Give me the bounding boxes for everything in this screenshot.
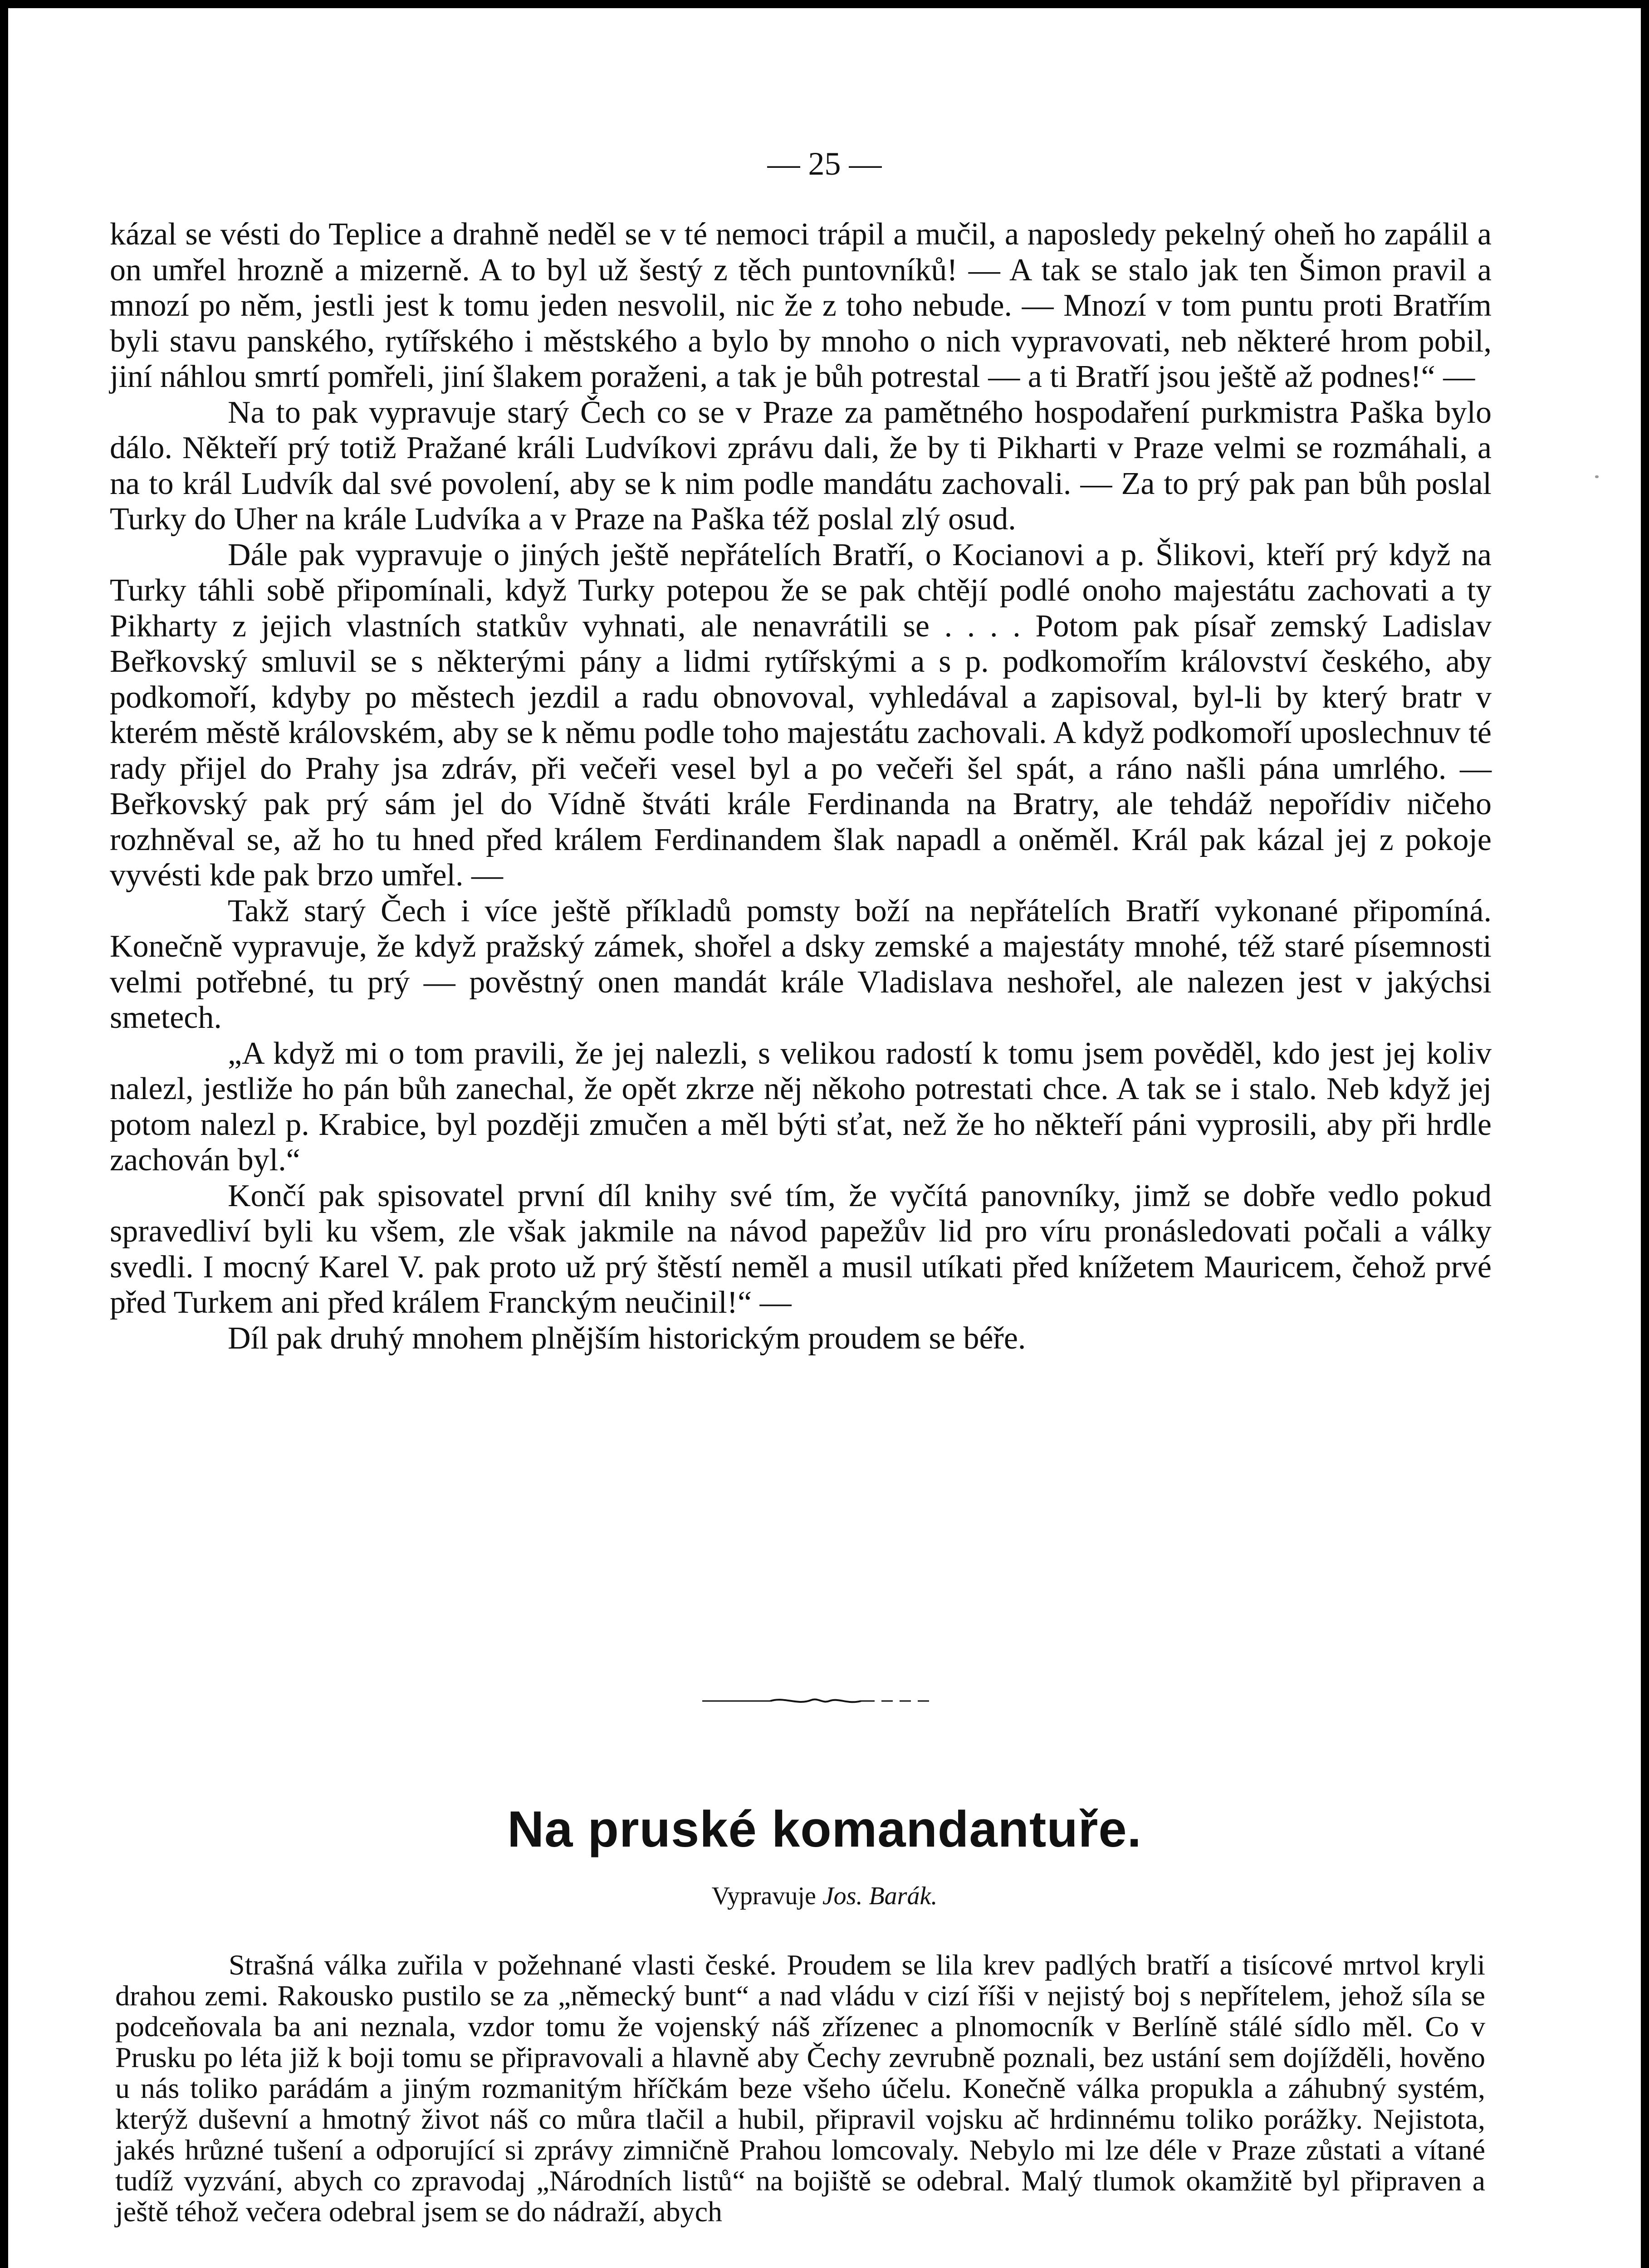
section-divider-ornament: [702, 1696, 929, 1706]
paragraph: Takž starý Čech i více ještě příkladů pomsty boží na nepřátelích Bratří vykonané připomíná. Konečně vypravuje, že když pražský zámek, shořel a dsky zemské a majestáty mnohé, též staré písemnosti velmi potřebné, tu prý — pověstný onen mandát krále Vladislava neshořel, ale nalezen jest v jakýchsi smetech.: [110, 893, 1492, 1035]
paragraph: kázal se vésti do Teplice a drahně neděl se v té nemoci trápil a mučil, a naposledy pekelný oheň ho zapálil a on umřel hrozně a mizerně. A to byl už šestý z těch puntovníků! — A tak se stalo jak ten Šimon pravil a mnozí po něm, jestli jest k tomu jeden nesvolil, nic že z toho nebude. — Mnozí v tom puntu proti Bratřím byli stavu panského, rytířského i městského a bylo by mnoho o nich vypravovati, neb některé hrom pobil, jiní náhlou smrtí pomřeli, jiní šlakem poraženi, a tak je bůh potrestal — a ti Bratří jsou ještě až podnes!“ —: [110, 217, 1492, 394]
article-byline: [8, 1882, 1641, 1911]
page-number: — 25 —: [767, 146, 882, 182]
scan-speck: [1595, 475, 1599, 478]
paragraph: „A když mi o tom pravili, že jej nalezli, s velikou radostí k tomu jsem pověděl, kdo jest jej koliv nalezl, jestliže ho pán bůh zanechal, že opět zkrze něj někoho potrestati chce. A tak se i stalo. Neb když jej potom nalezl p. Krabice, byl později zmučen a měl býti sťat, než že ho někteří páni vyprosili, aby při hrdle zachován byl.“: [110, 1036, 1492, 1178]
paragraph: Strašná válka zuřila v požehnané vlasti české. Proudem se lila krev padlých bratří a tisícové mrtvol kryli drahou zemi. Rakousko pustilo se za „německý bunt“ a nad vládu v cizí říši v nejistý boj s nepřítelem, jehož síla se podceňovala ba ani neznala, vzdor tomu že vojenský náš zřízenec a plnomocník v Berlíně stálé sídlo měl. Co v Prusku po léta již k boji tomu se připravovali a hlavně aby Čechy zevrubně poznali, bez ustání sem dojížděli, hověno u nás toliko parádám a jiným rozmanitým hříčkám beze všeho účelu. Konečně válka propukla a záhubný systém, kterýž duševní a hmotný život náš co můra tlačil a hubil, připravil vojsku ač hrdinnému toliko porážky. Nejistota, jakés hrůzné tušení a odporující si zprávy zimničně Prahou lomcovaly. Nebylo mi lze déle v Praze zůstati a vítané tudíž vyzvání, abych co zpravodaj „Národních listů“ na bojiště se odebral. Malý tlumok okamžitě byl připraven a ještě téhož večera odebral jsem se do nádraží, abych: [115, 1949, 1485, 2228]
byline-prefix: Vypravuje: [711, 1882, 816, 1910]
article-title: Na pruské komandantuře.: [507, 1801, 1142, 1857]
upper-text-block: [110, 217, 1492, 1356]
paragraph: Končí pak spisovatel první díl knihy své tím, že vyčítá panovníky, jimž se dobře vedlo pokud spravedliví byli ku všem, zle však jakmile na návod papežův lid pro víru pronásledovati počali a války svedli. I mocný Karel V. pak proto už prý štěstí neměl a musil utíkati před knížetem Mauricem, čehož prvé před Turkem ani před králem Franckým neučinil!“ —: [110, 1178, 1492, 1320]
paragraph: Díl pak druhý mnohem plnějším historickým proudem se béře.: [228, 1320, 1026, 1356]
article-text-block: [115, 1950, 1485, 2227]
paragraph: Dále pak vypravuje o jiných ještě nepřátelích Bratří, o Kocianovi a p. Šlikovi, kteří prý když na Turky táhli sobě připomínali, když Turky potepou že se pak chtějí podlé onoho majestátu zachovati a ty Pikharty z jejich vlastních statkův vyhnati, ale nenavrátili se . . . . Potom pak písař zemský Ladislav Beřkovský smluvil se s některými pány a lidmi rytířskými a s p. podkomořím království českého, aby podkomoří, kdyby po městech jezdil a radu obnovoval, vyhledával a zapisoval, byl-li by který bratr v kterém městě královském, aby se k němu podle toho majestátu zachovali. A když podkomoří uposlechnuv té rady přijel do Prahy jsa zdráv, při večeři vesel byl a po večeři šel spát, a ráno našli pána umrlého. — Beřkovský pak prý sám jel do Vídně štváti krále Ferdinanda na Bratry, ale tehdáž nepořídiv ničeho rozhněval se, až ho tu hned před králem Ferdinandem šlak napadl a oněměl. Král pak kázal jej z pokoje vyvésti kde pak brzo umřel. —: [110, 537, 1492, 893]
page: [8, 8, 1641, 2268]
byline-author: Jos. Barák.: [822, 1882, 938, 1910]
paragraph: Na to pak vypravuje starý Čech co se v Praze za pamětného hospodaření purkmistra Paška bylo dálo. Někteří prý totiž Pražané králi Ludvíkovi zprávu dali, že by ti Pikharti v Praze velmi se rozmáhali, a na to král Ludvík dal své povolení, aby se k nim podle mandátu zachovali. — Za to prý pak pan bůh poslal Turky do Uher na krále Ludvíka a v Praze na Paška též poslal zlý osud.: [110, 395, 1492, 537]
